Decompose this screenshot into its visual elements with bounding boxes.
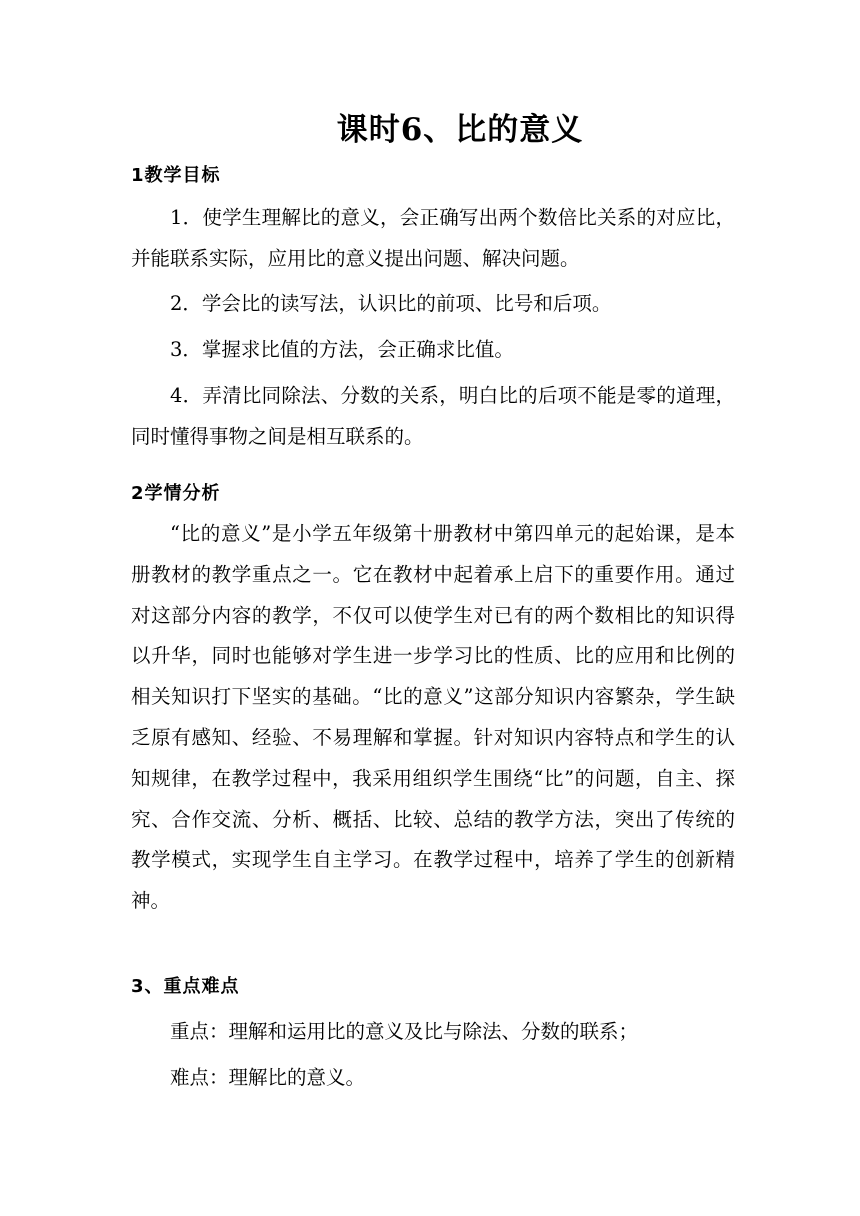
- goal-item: 3．掌握求比值的方法，会正确求比值。: [170, 338, 514, 361]
- analysis-paragraph: “比的意义”是小学五年级第十册教材中第四单元的起始课，是本册教材的教学重点之一。它在教材中起着承上启下的重要作用。通过对这部分内容的教学，不仅可以使学生对已有的两个数相比的知识得以升华，同时也能够对学生进一步学习比的性质、比的应用和比例的相关知识打下坚实的基础。“比的意义”这部分知识内容繁杂，学生缺乏原有感知、经验、不易理解和掌握。针对知识内容特点和学生的认知规律，在教学过程中，我采用组织学生围绕“比”的问题，自主、探究、合作交流、分析、概括、比较、总结的教学方法，突出了传统的教学模式，实现学生自主学习。在教学过程中，培养了学生的创新精神。: [131, 522, 735, 913]
- section-heading-goals: 1教学目标: [131, 165, 221, 186]
- key-point-text: 重点：理解和运用比的意义及比与除法、分数的联系；: [170, 1020, 639, 1043]
- goal-item: 1．使学生理解比的意义，会正确写出两个数倍比关系的对应比，并能联系实际，应用比的意义提出问题、解决问题。: [131, 206, 735, 270]
- page-title: 课时6、比的意义: [336, 112, 584, 148]
- section-heading-analysis: 2学情分析: [131, 483, 221, 504]
- difficult-point-text: 难点：理解比的意义。: [170, 1066, 366, 1089]
- section-heading-key-points: 3、重点难点: [131, 976, 240, 997]
- goal-item: 2．学会比的读写法，认识比的前项、比号和后项。: [170, 292, 612, 315]
- goal-item: 4．弄清比同除法、分数的关系，明白比的后项不能是零的道理，同时懂得事物之间是相互联系的。: [131, 384, 735, 448]
